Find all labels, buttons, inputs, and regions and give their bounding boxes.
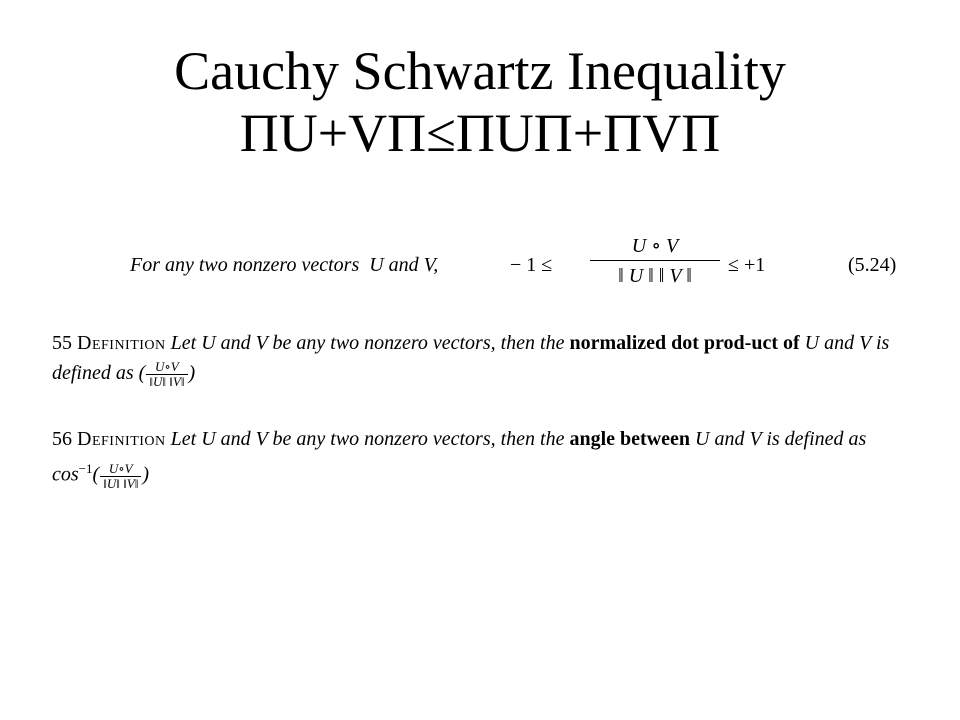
definition-56-frac-numerator: U∘V — [100, 462, 141, 477]
definition-55 — [52, 328, 912, 389]
definition-55-number: 55 — [52, 332, 72, 354]
definition-55-text-2: U and V is defined as ( — [52, 332, 890, 384]
definition-56-exponent: −1 — [78, 461, 93, 476]
definition-56-frac-denominator: ‖U‖ ‖V‖ — [103, 475, 139, 491]
inequality-equation — [130, 232, 910, 302]
equation-numerator: U ∘ V — [631, 235, 679, 257]
equation-lower-bound: − 1 ≤ — [510, 254, 553, 276]
definition-56-text-2: U and V is defined as cos — [52, 428, 867, 486]
definition-56-fraction — [100, 462, 141, 491]
title-line-2: ΠU+VΠ≤ΠUΠ+ΠVΠ — [239, 103, 721, 163]
definition-56-close: ) — [142, 463, 150, 486]
equation-upper-bound: ≤ +1 — [728, 254, 766, 276]
equation-lead-text: For any two nonzero vectors U and V, — [130, 254, 439, 276]
definition-55-keyword: Definition — [77, 332, 166, 354]
definition-55-frac-denominator: ‖U‖ ‖V‖ — [149, 373, 185, 389]
definition-56-text: Let U and V be any two nonzero vectors, then the — [170, 428, 565, 450]
definition-55-close: ) — [188, 362, 196, 384]
definition-55-fraction — [146, 360, 187, 389]
definition-56-term: angle between — [569, 428, 691, 450]
slide-title — [0, 40, 960, 164]
definition-56 — [52, 424, 912, 491]
definition-55-frac-numerator: U∘V — [146, 360, 187, 375]
definition-56-keyword: Definition — [77, 428, 166, 450]
definition-56-number: 56 — [52, 428, 72, 450]
equation-number: (5.24) — [848, 254, 897, 276]
title-line-1: Cauchy Schwartz Inequality — [174, 41, 786, 101]
equation-fraction — [590, 232, 720, 291]
equation-denominator: ‖ U ‖ ‖ V ‖ — [618, 265, 692, 287]
definition-56-open: ( — [92, 463, 100, 486]
definition-55-text: Let U and V be any two nonzero vectors, then the — [170, 332, 565, 354]
definition-55-term: normalized dot prod-uct of — [569, 332, 800, 354]
